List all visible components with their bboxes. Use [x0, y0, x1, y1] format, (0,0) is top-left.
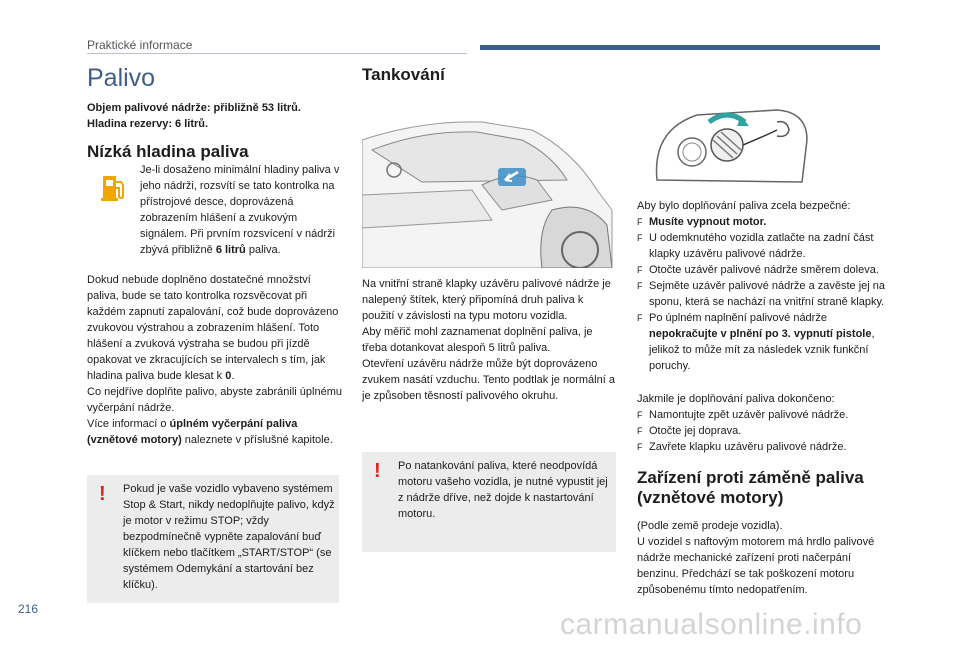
warning-icon: !: [374, 460, 381, 482]
after-refuel-step: [637, 407, 887, 423]
wrong-fuel-warning: [362, 452, 616, 552]
low-fuel-liters: 6 litrů: [215, 244, 246, 256]
step-text: Zavřete klapku uzávěru palivové nádrže.: [649, 441, 847, 453]
after-refuel-steps: [637, 391, 887, 455]
low-fuel-body: [87, 272, 342, 448]
misfuel-device-body: [637, 518, 887, 598]
after-refuel-step: [637, 439, 887, 455]
step-text: Otočte jej doprava.: [649, 425, 742, 437]
body1-text: Dokud nebude doplněno dostatečné množství paliva, bude se tato kontrolka rozsvěcovat při každém zapnutí zapalování, což bude doprovázeno zvukovou výstrahou a zobrazením hlášení. Toto hlášení a zvuková výstraha se budou při jízdě opakovat ve zkracujících se intervalech s tím, jak hladina paliva bude klesat k: [87, 274, 339, 382]
body1-end: .: [231, 370, 235, 382]
step-text-bold: nepokračujte v plnění po 3. vypnutí pistole: [649, 328, 872, 340]
bullet-icon: F: [637, 281, 643, 291]
step-text: U odemknutého vozidla zatlačte na zadní část klapky uzávěru palivové nádrže.: [649, 232, 874, 260]
body3-link: úplném vyčerpání paliva (vznětové motory): [87, 418, 298, 446]
car-fuel-flap-illustration: [362, 100, 614, 268]
refuelling-heading: Tankování: [362, 65, 445, 84]
fuel-pump-icon: [100, 172, 128, 202]
reserve-level: Hladina rezervy: 6 litrů.: [87, 118, 209, 130]
header-rule-right: [480, 45, 880, 50]
bullet-icon: F: [637, 426, 643, 436]
section-header: Praktické informace: [87, 38, 193, 52]
after-refuel-intro: Jakmile je doplňování paliva dokončeno:: [637, 393, 835, 405]
wrong-fuel-warning-text: Po natankování paliva, které neodpovídá motoru vašeho vozidla, je nutné vypustit jej z nádrže dříve, než dojde k nastartování motoru.: [398, 460, 608, 520]
tank-capacity-info: [87, 100, 347, 132]
step-text: Po úplném naplnění palivové nádrže: [649, 312, 827, 324]
step-text: Sejměte uzávěr palivové nádrže a zavěste jej na sponu, která se nachází na vnitřní straně klapky.: [649, 280, 886, 308]
refuel-steps-intro: Aby bylo doplňování paliva zcela bezpečné:: [637, 200, 851, 212]
page-number: 216: [18, 602, 39, 616]
refuel-step: [637, 230, 887, 262]
misfuel-description: U vozidel s naftovým motorem má hrdlo palivové nádrže mechanické zařízení proti načerpání benzinu. Předchází se tak poškození motoru způsobenému tímto nedopatřením.: [637, 536, 875, 596]
stop-start-warning-text: Pokud je vaše vozidlo vybaveno systémem Stop & Start, nikdy nedoplňujte palivo, když je motor v režimu STOP; vždy bezpodmínečně vypněte zapalování buď klíčkem nebo tlačítkem „START/STOP“ (se systémem Odemykání a startování bez klíčku).: [123, 483, 335, 591]
step-text-end: , jelikož to může mít za následek vznik funkční poruchy.: [649, 328, 875, 372]
step-text: Otočte uzávěr palivové nádrže směrem doleva.: [649, 264, 879, 276]
step-text: Namontujte zpět uzávěr palivové nádrže.: [649, 409, 849, 421]
misfuel-device-heading: Zařízení proti záměně paliva (vznětové motory): [637, 468, 864, 507]
bullet-icon: F: [637, 313, 643, 323]
refuel-step: [637, 214, 887, 230]
body3-start: Více informací o: [87, 418, 170, 430]
body1-zero: 0: [225, 370, 232, 382]
refuelling-body: [362, 276, 618, 404]
refuel-step: [637, 278, 887, 310]
min-refuel-note: Aby měřič mohl zaznamenat doplnění paliva, je třeba dotankovat alespoň 5 litrů paliva.: [362, 326, 593, 354]
body3-end: naleznete v příslušné kapitole.: [181, 434, 333, 446]
after-refuel-step: [637, 423, 887, 439]
bullet-icon: F: [637, 265, 643, 275]
bullet-icon: F: [637, 217, 643, 227]
low-fuel-heading: Nízká hladina paliva: [87, 142, 249, 161]
page-title: Palivo: [87, 64, 156, 92]
step-text-bold: Musíte vypnout motor.: [649, 216, 767, 228]
fuel-cap-illustration: [637, 100, 889, 190]
body2-text: Co nejdříve doplňte palivo, abyste zabránili úplnému vyčerpání nádrže.: [87, 386, 342, 414]
bullet-icon: F: [637, 410, 643, 420]
bullet-icon: F: [637, 442, 643, 452]
bullet-icon: F: [637, 233, 643, 243]
low-fuel-text: [140, 162, 340, 258]
low-fuel-description: Je-li dosaženo minimální hladiny paliva v jeho nádrži, rozsvítí se tato kontrolka na přístrojové desce, doprovázená zobrazením hlášení a zvukovým signálem. Při prvním rozsvícení v nádrži zbývá přibližně: [140, 164, 340, 256]
refuel-step: [637, 310, 887, 374]
low-fuel-end: paliva.: [245, 244, 281, 256]
misfuel-country-note: (Podle země prodeje vozidla).: [637, 520, 783, 532]
refuel-step: [637, 262, 887, 278]
stop-start-warning: [87, 475, 339, 603]
refuel-steps: [637, 198, 887, 374]
tank-capacity: Objem palivové nádrže: přibližně 53 litrů.: [87, 102, 301, 114]
label-note: Na vnitřní straně klapky uzávěru palivové nádrže je nalepený štítek, který připomíná druh paliva k použití v závislosti na typu motoru vozidla.: [362, 278, 611, 322]
air-intake-note: Otevření uzávěru nádrže může být doprovázeno zvukem nasátí vzduchu. Tento podtlak je normální a je způsoben těsností palivového okruhu.: [362, 358, 615, 402]
warning-icon: !: [99, 483, 106, 505]
watermark: carmanualsonline.info: [560, 608, 863, 641]
header-rule-left: [87, 53, 467, 54]
